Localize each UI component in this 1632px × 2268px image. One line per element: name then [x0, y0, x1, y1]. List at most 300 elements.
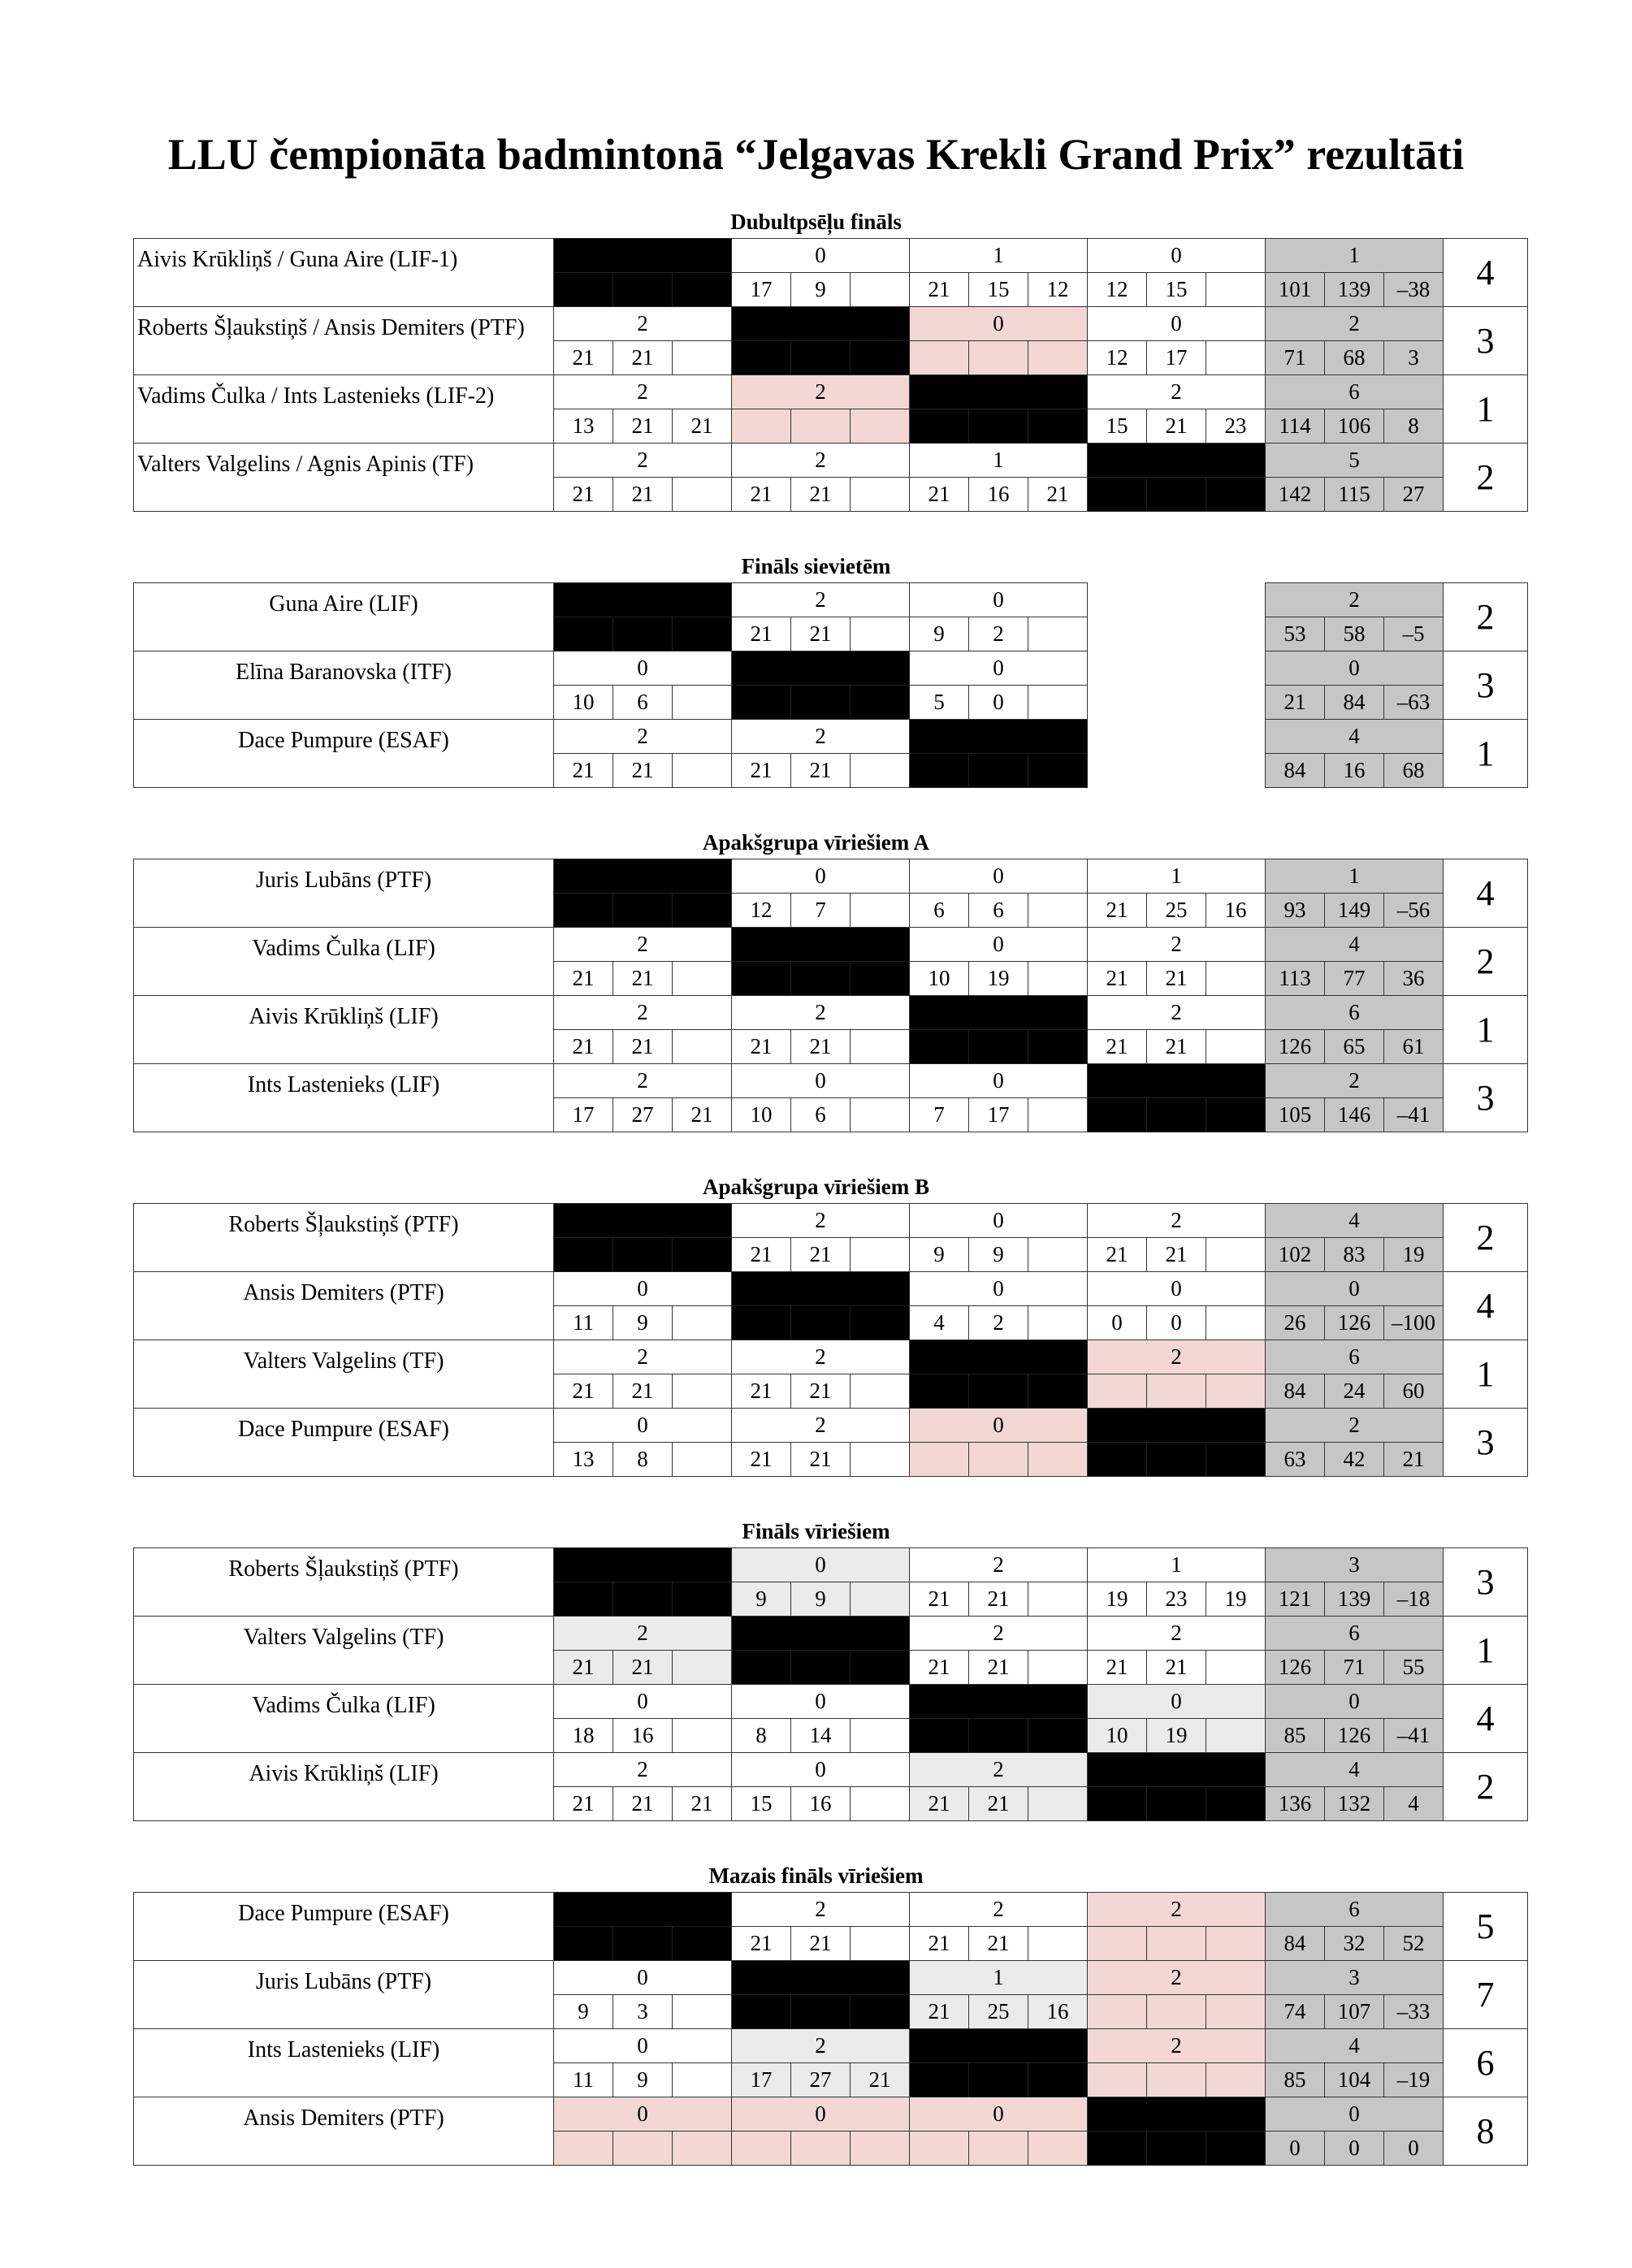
set-score-cell [1088, 754, 1147, 788]
match-result-cell [910, 375, 1088, 409]
set-score-cell: 16 [1206, 894, 1266, 928]
set-score-cell [613, 1927, 673, 1961]
set-score-cell [1206, 1306, 1266, 1340]
player-name: Valters Valgelins / Agnis Apinis (TF) [134, 444, 554, 512]
player-name: Guna Aire (LIF) [134, 583, 554, 651]
set-score-cell: 2 [969, 617, 1028, 651]
match-result-cell [554, 1204, 732, 1238]
total-score-cell: 114 [1266, 409, 1325, 444]
match-result-cell: 0 [554, 651, 732, 686]
total-points-cell: 6 [1266, 1893, 1444, 1927]
total-score-cell: 71 [1266, 341, 1325, 375]
set-score-cell: 27 [613, 1098, 673, 1132]
set-score-cell [673, 1030, 732, 1064]
total-points-cell: 4 [1266, 928, 1444, 962]
set-score-cell: 21 [1147, 1238, 1206, 1272]
set-score-cell [613, 1582, 673, 1617]
match-result-cell [1088, 583, 1266, 617]
set-score-cell: 21 [613, 1374, 673, 1409]
total-score-cell: 24 [1325, 1374, 1384, 1409]
set-score-cell: 19 [969, 962, 1028, 996]
match-result-cell [1088, 651, 1266, 686]
set-score-cell [910, 1030, 969, 1064]
total-score-cell: 84 [1325, 686, 1384, 720]
match-result-cell: 2 [732, 1204, 910, 1238]
match-result-cell: 2 [1088, 1617, 1266, 1651]
set-score-cell: 0 [969, 686, 1028, 720]
total-score-cell: 58 [1325, 617, 1384, 651]
match-result-cell: 0 [1088, 307, 1266, 341]
set-score-cell [1147, 686, 1206, 720]
total-points-cell: 1 [1266, 239, 1444, 273]
set-score-cell: 2 [969, 1306, 1028, 1340]
set-score-cell: 6 [969, 894, 1028, 928]
set-score-cell [613, 617, 673, 651]
set-score-cell [851, 1098, 910, 1132]
match-result-cell: 2 [910, 1753, 1088, 1787]
set-score-cell: 21 [554, 754, 613, 788]
set-score-cell [1028, 1374, 1088, 1409]
match-result-cell: 2 [554, 720, 732, 754]
set-score-cell: 15 [1147, 273, 1206, 307]
set-score-cell [1028, 686, 1088, 720]
match-result-cell: 0 [910, 1272, 1088, 1306]
set-score-cell: 21 [732, 1238, 791, 1272]
set-score-cell: 21 [791, 617, 851, 651]
set-score-cell [1028, 1719, 1088, 1753]
section-title: Fināls vīriešiem [742, 1519, 890, 1543]
set-score-cell: 21 [910, 1582, 969, 1617]
set-score-cell: 10 [910, 962, 969, 996]
player-row [134, 1961, 1528, 1995]
set-score-cell: 21 [673, 409, 732, 444]
match-result-cell: 2 [1088, 996, 1266, 1030]
place-cell: 6 [1444, 2029, 1528, 2097]
set-score-cell [673, 478, 732, 512]
set-score-cell: 21 [732, 617, 791, 651]
set-score-cell [613, 894, 673, 928]
set-score-cell [554, 1238, 613, 1272]
total-points-cell: 0 [1266, 2097, 1444, 2132]
player-row [134, 1548, 1528, 1582]
set-score-cell [969, 2132, 1028, 2166]
match-result-cell [910, 1340, 1088, 1374]
total-score-cell: 27 [1384, 478, 1444, 512]
set-score-cell: 9 [910, 617, 969, 651]
set-score-cell: 21 [554, 1787, 613, 1821]
total-score-cell: 21 [1384, 1443, 1444, 1477]
match-result-cell [554, 1893, 732, 1927]
match-result-cell: 2 [732, 2029, 910, 2063]
player-row [134, 1064, 1528, 1098]
set-score-cell: 21 [554, 1030, 613, 1064]
total-score-cell: 85 [1266, 1719, 1325, 1753]
match-result-cell: 2 [554, 928, 732, 962]
set-score-cell [613, 1238, 673, 1272]
set-score-cell: 5 [910, 686, 969, 720]
total-score-cell: 142 [1266, 478, 1325, 512]
place-cell: 8 [1444, 2097, 1528, 2166]
set-score-cell: 16 [969, 478, 1028, 512]
total-score-cell: 113 [1266, 962, 1325, 996]
total-points-cell: 2 [1266, 1064, 1444, 1098]
set-score-cell: 21 [910, 478, 969, 512]
match-result-cell: 2 [1088, 2029, 1266, 2063]
set-score-cell: 21 [1147, 409, 1206, 444]
place-cell: 1 [1444, 1617, 1528, 1685]
player-row [134, 2097, 1528, 2132]
set-score-cell: 9 [910, 1238, 969, 1272]
match-result-cell: 0 [554, 1409, 732, 1443]
set-score-cell [1206, 1098, 1266, 1132]
set-score-cell [1028, 1238, 1088, 1272]
set-score-cell [851, 894, 910, 928]
set-score-cell [1206, 1787, 1266, 1821]
set-score-cell [1028, 2132, 1088, 2166]
total-score-cell: 146 [1325, 1098, 1384, 1132]
set-score-cell [969, 2063, 1028, 2097]
set-score-cell [1088, 686, 1147, 720]
total-score-cell: 132 [1325, 1787, 1384, 1821]
match-result-cell: 0 [910, 583, 1088, 617]
match-result-cell [732, 307, 910, 341]
set-score-cell [1088, 1787, 1147, 1821]
set-score-cell [1206, 686, 1266, 720]
total-score-cell: 0 [1266, 2132, 1325, 2166]
total-score-cell: 32 [1325, 1927, 1384, 1961]
set-score-cell [1028, 1927, 1088, 1961]
match-result-cell: 0 [732, 1064, 910, 1098]
place-cell: 3 [1444, 307, 1528, 375]
set-score-cell [673, 1374, 732, 1409]
player-row [134, 1340, 1528, 1374]
player-row [134, 1409, 1528, 1443]
set-score-cell [1206, 1238, 1266, 1272]
set-score-cell [673, 1995, 732, 2029]
set-score-cell [613, 273, 673, 307]
set-score-cell: 21 [613, 962, 673, 996]
results-table [133, 238, 1528, 512]
match-result-cell: 0 [732, 1685, 910, 1719]
set-score-cell [673, 686, 732, 720]
set-score-cell [851, 273, 910, 307]
set-score-cell: 19 [1206, 1582, 1266, 1617]
set-score-cell: 21 [673, 1098, 732, 1132]
match-result-cell: 1 [1088, 859, 1266, 894]
set-score-cell [673, 962, 732, 996]
place-cell: 2 [1444, 444, 1528, 512]
set-score-cell [969, 1374, 1028, 1409]
match-result-cell: 2 [1088, 1961, 1266, 1995]
player-row [134, 996, 1528, 1030]
match-result-cell: 0 [732, 1753, 910, 1787]
place-cell: 2 [1444, 928, 1528, 996]
set-score-cell [1147, 478, 1206, 512]
set-score-cell [1206, 1719, 1266, 1753]
set-score-cell: 23 [1147, 1582, 1206, 1617]
player-name: Vadims Čulka / Ints Lastenieks (LIF-2) [134, 375, 554, 444]
player-row [134, 375, 1528, 409]
set-score-cell: 21 [791, 1238, 851, 1272]
set-score-cell: 17 [969, 1098, 1028, 1132]
set-score-cell [910, 409, 969, 444]
match-result-cell: 2 [732, 720, 910, 754]
match-result-cell: 2 [554, 996, 732, 1030]
place-cell: 7 [1444, 1961, 1528, 2029]
set-score-cell: 6 [613, 686, 673, 720]
set-score-cell [554, 273, 613, 307]
results-table [133, 859, 1528, 1132]
set-score-cell: 21 [791, 1374, 851, 1409]
player-name: Ints Lastenieks (LIF) [134, 1064, 554, 1132]
set-score-cell: 21 [969, 1651, 1028, 1685]
set-score-cell: 18 [554, 1719, 613, 1753]
set-score-cell [1088, 1098, 1147, 1132]
match-result-cell [732, 1961, 910, 1995]
match-result-cell [554, 1548, 732, 1582]
set-score-cell [910, 1443, 969, 1477]
match-result-cell: 2 [1088, 1204, 1266, 1238]
set-score-cell: 21 [613, 754, 673, 788]
total-score-cell: 68 [1325, 341, 1384, 375]
set-score-cell [851, 617, 910, 651]
set-score-cell: 21 [791, 1927, 851, 1961]
player-name: Aivis Krūkliņš (LIF) [134, 996, 554, 1064]
total-score-cell: 136 [1266, 1787, 1325, 1821]
set-score-cell: 15 [1088, 409, 1147, 444]
match-result-cell: 0 [732, 859, 910, 894]
set-score-cell [910, 754, 969, 788]
set-score-cell [791, 686, 851, 720]
set-score-cell: 12 [1088, 341, 1147, 375]
match-result-cell [554, 239, 732, 273]
set-score-cell [969, 754, 1028, 788]
player-row [134, 1685, 1528, 1719]
total-score-cell: –56 [1384, 894, 1444, 928]
match-result-cell: 0 [554, 1685, 732, 1719]
player-name: Elīna Baranovska (ITF) [134, 651, 554, 720]
set-score-cell [851, 754, 910, 788]
set-score-cell [1206, 1030, 1266, 1064]
match-result-cell: 0 [1088, 1272, 1266, 1306]
player-name: Ints Lastenieks (LIF) [134, 2029, 554, 2097]
total-points-cell: 2 [1266, 307, 1444, 341]
match-result-cell: 2 [732, 996, 910, 1030]
set-score-cell: 21 [791, 478, 851, 512]
set-score-cell: 21 [969, 1927, 1028, 1961]
set-score-cell [1147, 617, 1206, 651]
total-score-cell: 84 [1266, 754, 1325, 788]
set-score-cell [554, 617, 613, 651]
set-score-cell [1088, 1995, 1147, 2029]
set-score-cell: 13 [554, 1443, 613, 1477]
match-result-cell: 1 [910, 239, 1088, 273]
total-score-cell: 21 [1266, 686, 1325, 720]
total-score-cell: 149 [1325, 894, 1384, 928]
set-score-cell [1028, 894, 1088, 928]
total-score-cell: 121 [1266, 1582, 1325, 1617]
set-score-cell [1206, 1927, 1266, 1961]
player-row [134, 583, 1528, 617]
set-score-cell: 21 [1147, 1651, 1206, 1685]
set-score-cell [1206, 1374, 1266, 1409]
set-score-cell: 7 [791, 894, 851, 928]
player-row [134, 1617, 1528, 1651]
set-score-cell [673, 1927, 732, 1961]
player-name: Juris Lubāns (PTF) [134, 859, 554, 928]
match-result-cell: 0 [910, 859, 1088, 894]
place-cell: 4 [1444, 1685, 1528, 1753]
total-score-cell: 36 [1384, 962, 1444, 996]
match-result-cell: 2 [554, 1753, 732, 1787]
set-score-cell: 9 [613, 1306, 673, 1340]
set-score-cell [1206, 1651, 1266, 1685]
set-score-cell: 21 [791, 1030, 851, 1064]
set-score-cell [673, 894, 732, 928]
set-score-cell [732, 2132, 791, 2166]
total-points-cell: 2 [1266, 583, 1444, 617]
set-score-cell: 21 [732, 1927, 791, 1961]
set-score-cell [1088, 2063, 1147, 2097]
total-score-cell: –41 [1384, 1098, 1444, 1132]
match-result-cell: 0 [732, 239, 910, 273]
set-score-cell [791, 2132, 851, 2166]
set-score-cell [673, 1651, 732, 1685]
player-name: Ansis Demiters (PTF) [134, 2097, 554, 2166]
match-result-cell: 2 [732, 1893, 910, 1927]
set-score-cell [910, 1719, 969, 1753]
set-score-cell: 12 [1028, 273, 1088, 307]
set-score-cell: 16 [1028, 1995, 1088, 2029]
set-score-cell [851, 2132, 910, 2166]
set-score-cell: 6 [791, 1098, 851, 1132]
match-result-cell: 2 [732, 375, 910, 409]
set-score-cell [732, 1995, 791, 2029]
set-score-cell: 9 [791, 1582, 851, 1617]
set-score-cell [969, 409, 1028, 444]
total-score-cell: 107 [1325, 1995, 1384, 2029]
set-score-cell [791, 1651, 851, 1685]
set-score-cell: 11 [554, 1306, 613, 1340]
total-score-cell: 139 [1325, 273, 1384, 307]
total-points-cell: 4 [1266, 1204, 1444, 1238]
total-score-cell: 71 [1325, 1651, 1384, 1685]
total-score-cell: 101 [1266, 273, 1325, 307]
section-title: Fināls sievietēm [741, 554, 891, 578]
set-score-cell: 21 [732, 1374, 791, 1409]
set-score-cell [910, 2132, 969, 2166]
match-result-cell: 2 [554, 1064, 732, 1098]
total-score-cell: –41 [1384, 1719, 1444, 1753]
set-score-cell: 21 [613, 1030, 673, 1064]
set-score-cell [1206, 1443, 1266, 1477]
set-score-cell [1088, 2132, 1147, 2166]
set-score-cell [851, 962, 910, 996]
set-score-cell [1206, 2132, 1266, 2166]
set-score-cell: 21 [851, 2063, 910, 2097]
match-result-cell [732, 1617, 910, 1651]
total-score-cell: 126 [1325, 1719, 1384, 1753]
place-cell: 1 [1444, 996, 1528, 1064]
set-score-cell [673, 754, 732, 788]
set-score-cell: 11 [554, 2063, 613, 2097]
set-score-cell [1088, 1374, 1147, 1409]
set-score-cell: 15 [732, 1787, 791, 1821]
match-result-cell: 2 [554, 307, 732, 341]
set-score-cell: 3 [613, 1995, 673, 2029]
player-row [134, 1893, 1528, 1927]
set-score-cell: 9 [791, 273, 851, 307]
player-name: Vadims Čulka (LIF) [134, 1685, 554, 1753]
place-cell: 1 [1444, 1340, 1528, 1409]
set-score-cell [1206, 273, 1266, 307]
match-result-cell: 1 [1088, 1548, 1266, 1582]
player-name: Valters Valgelins (TF) [134, 1340, 554, 1409]
set-score-cell [1028, 1582, 1088, 1617]
set-score-cell [851, 1787, 910, 1821]
player-name: Vadims Čulka (LIF) [134, 928, 554, 996]
place-cell: 4 [1444, 859, 1528, 928]
set-score-cell: 8 [732, 1719, 791, 1753]
set-score-cell [1028, 1651, 1088, 1685]
set-score-cell [673, 1719, 732, 1753]
place-cell: 4 [1444, 1272, 1528, 1340]
set-score-cell [1088, 1443, 1147, 1477]
total-score-cell: –19 [1384, 2063, 1444, 2097]
set-score-cell: 21 [613, 341, 673, 375]
set-score-cell: 21 [1088, 894, 1147, 928]
match-result-cell [732, 1272, 910, 1306]
set-score-cell: 23 [1206, 409, 1266, 444]
match-result-cell: 0 [910, 1204, 1088, 1238]
place-cell: 1 [1444, 375, 1528, 444]
total-points-cell: 3 [1266, 1548, 1444, 1582]
total-score-cell: 0 [1384, 2132, 1444, 2166]
match-result-cell [554, 859, 732, 894]
set-score-cell [1147, 2132, 1206, 2166]
set-score-cell [673, 2063, 732, 2097]
set-score-cell [851, 341, 910, 375]
player-name: Roberts Šļaukstiņš / Ansis Demiters (PTF) [134, 307, 554, 375]
match-result-cell: 2 [732, 1409, 910, 1443]
set-score-cell [910, 1374, 969, 1409]
set-score-cell [1206, 2063, 1266, 2097]
player-row [134, 1272, 1528, 1306]
match-result-cell: 0 [554, 2029, 732, 2063]
match-result-cell [910, 996, 1088, 1030]
set-score-cell [851, 1030, 910, 1064]
set-score-cell: 21 [732, 1443, 791, 1477]
total-points-cell: 6 [1266, 996, 1444, 1030]
set-score-cell [851, 1306, 910, 1340]
set-score-cell [554, 2132, 613, 2166]
set-score-cell: 7 [910, 1098, 969, 1132]
set-score-cell [732, 1306, 791, 1340]
total-score-cell: 63 [1266, 1443, 1325, 1477]
set-score-cell [554, 894, 613, 928]
total-points-cell: 6 [1266, 1617, 1444, 1651]
set-score-cell [969, 1719, 1028, 1753]
set-score-cell [1206, 478, 1266, 512]
total-score-cell: 77 [1325, 962, 1384, 996]
set-score-cell [1206, 1995, 1266, 2029]
set-score-cell [851, 686, 910, 720]
match-result-cell: 2 [554, 444, 732, 478]
total-score-cell: 84 [1266, 1927, 1325, 1961]
set-score-cell: 21 [732, 478, 791, 512]
match-result-cell: 0 [732, 1548, 910, 1582]
match-result-cell [1088, 1064, 1266, 1098]
